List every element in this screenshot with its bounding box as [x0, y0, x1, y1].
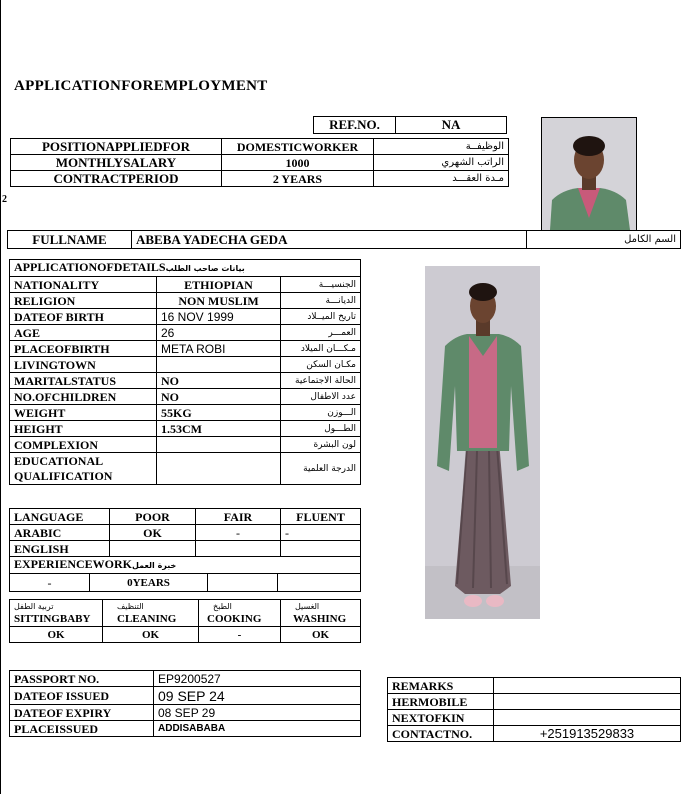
experience-cell: 0YEARS — [90, 574, 208, 592]
detail-value — [157, 437, 281, 453]
detail-row-livingtown — [10, 357, 361, 373]
language-header: FLUENT — [281, 509, 361, 525]
remarks-row — [388, 694, 681, 710]
detail-value: 16 NOV 1999 — [157, 309, 281, 325]
remarks-label: REMARKS — [388, 678, 494, 694]
detail-row-height — [10, 421, 361, 437]
fullname-value: ABEBA YADECHA GEDA — [132, 231, 527, 249]
salary-value: 1000 — [222, 155, 374, 171]
detail-value — [157, 357, 281, 373]
detail-value: 55KG — [157, 405, 281, 421]
education-label-line2: QUALIFICATION — [14, 468, 113, 483]
passport-label: DATEOF ISSUED — [10, 687, 154, 705]
skill-label: WASHING — [293, 613, 347, 625]
experience-header-row — [10, 557, 361, 574]
skill-value: OK — [281, 627, 361, 643]
detail-label-ar: تاريخ الميــلاد — [281, 309, 361, 325]
language-poor — [110, 541, 196, 557]
detail-row-weight — [10, 405, 361, 421]
language-fluent: - — [281, 525, 361, 541]
passport-label: PLACEISSUED — [10, 721, 154, 737]
salary-label-ar: الراتب الشهري — [374, 155, 509, 171]
detail-row-pob — [10, 341, 361, 357]
experience-cell — [208, 574, 278, 592]
skill-label-ar: التنظيف — [117, 602, 144, 611]
ref-table — [313, 116, 507, 134]
detail-label-ar: الديانـــة — [281, 293, 361, 309]
language-row-english — [10, 541, 361, 557]
contract-value: 2 YEARS — [222, 171, 374, 187]
position-value: DOMESTICWORKER — [222, 139, 374, 155]
remarks-row — [388, 726, 681, 742]
skill-label: SITTINGBABY — [14, 613, 91, 625]
fullname-label: FULLNAME — [8, 231, 132, 249]
detail-value: 1.53CM — [157, 421, 281, 437]
passport-value: EP9200527 — [154, 671, 361, 687]
detail-label-ar: الجنسيـــة — [281, 277, 361, 293]
skill-value: - — [199, 627, 281, 643]
skills-value-row — [10, 627, 361, 643]
passport-row — [10, 687, 361, 705]
detail-row-religion — [10, 293, 361, 309]
detail-label: DATEOF BIRTH — [10, 309, 157, 325]
detail-label: MARITALSTATUS — [10, 373, 157, 389]
contact-number: +251913529833 — [494, 726, 681, 742]
skills-header-row — [10, 600, 361, 627]
fullname-table — [7, 230, 681, 249]
language-table — [9, 508, 361, 557]
language-header: LANGUAGE — [10, 509, 110, 525]
detail-row-complexion — [10, 437, 361, 453]
skill-label-ar: الطبخ — [213, 602, 232, 611]
fullname-label-ar: السم الكامل — [527, 231, 681, 249]
language-fair — [196, 541, 281, 557]
skill-label-ar: الغسيل — [295, 602, 320, 611]
details-table — [9, 259, 361, 485]
position-label: POSITIONAPPLIEDFOR — [11, 139, 222, 155]
position-label-ar: الوظيفــة — [374, 139, 509, 155]
detail-value: NON MUSLIM — [157, 293, 281, 309]
passport-row — [10, 721, 361, 737]
detail-row-dob — [10, 309, 361, 325]
experience-row — [10, 574, 361, 592]
detail-value: NO — [157, 373, 281, 389]
detail-row-marital — [10, 373, 361, 389]
remarks-value — [494, 678, 681, 694]
detail-label-ar: الـــوزن — [281, 405, 361, 421]
detail-label: WEIGHT — [10, 405, 157, 421]
remarks-label: CONTACTNO. — [388, 726, 494, 742]
passport-value: 08 SEP 29 — [154, 705, 361, 721]
remarks-label: HERMOBILE — [388, 694, 494, 710]
experience-label-ar: خبرة العمل — [132, 561, 177, 570]
remarks-value — [494, 710, 681, 726]
language-header: FAIR — [196, 509, 281, 525]
education-label-ar: الدرجة العلمية — [281, 453, 361, 485]
language-name: ARABIC — [10, 525, 110, 541]
full-body-photo — [425, 266, 540, 619]
skill-label-ar: تربية الطفل — [14, 602, 54, 611]
detail-label-ar: الطـــول — [281, 421, 361, 437]
remarks-row — [388, 710, 681, 726]
detail-row-age — [10, 325, 361, 341]
passport-row — [10, 671, 361, 687]
experience-cell — [278, 574, 361, 592]
remarks-row — [388, 678, 681, 694]
detail-label-ar: الحالة الاجتماعية — [281, 373, 361, 389]
education-label-line1: EDUCATIONAL — [14, 453, 104, 468]
passport-row — [10, 705, 361, 721]
detail-value: 26 — [157, 325, 281, 341]
position-row — [11, 139, 509, 155]
language-poor: OK — [110, 525, 196, 541]
headshot-photo — [541, 117, 637, 231]
passport-label: PASSPORT NO. — [10, 671, 154, 687]
detail-label: PLACEOFBIRTH — [10, 341, 157, 357]
language-header-row — [10, 509, 361, 525]
salary-label: MONTHLYSALARY — [11, 155, 222, 171]
language-header: POOR — [110, 509, 196, 525]
language-fair: - — [196, 525, 281, 541]
detail-label-ar: العمـــر — [281, 325, 361, 341]
details-header-row — [10, 260, 361, 277]
ref-value: NA — [396, 117, 507, 134]
detail-label: AGE — [10, 325, 157, 341]
salary-row — [11, 155, 509, 171]
skill-label: CLEANING — [117, 613, 177, 625]
language-name: ENGLISH — [10, 541, 110, 557]
detail-row-education — [10, 453, 361, 485]
detail-value: ETHIOPIAN — [157, 277, 281, 293]
passport-label: DATEOF EXPIRY — [10, 705, 154, 721]
detail-row-children — [10, 389, 361, 405]
contract-row — [11, 171, 509, 187]
passport-value: ADDISABABA — [154, 721, 361, 737]
detail-label-ar: عدد الاطفال — [281, 389, 361, 405]
detail-label-ar: مكـان السكن — [281, 357, 361, 373]
remarks-table — [387, 677, 681, 742]
page-title: APPLICATIONFOREMPLOYMENT — [14, 78, 268, 94]
passport-value: 09 SEP 24 — [154, 687, 361, 705]
education-value — [157, 453, 281, 485]
skill-value: OK — [10, 627, 103, 643]
remarks-value — [494, 694, 681, 710]
passport-table — [9, 670, 361, 737]
detail-label: COMPLEXION — [10, 437, 157, 453]
language-fluent — [281, 541, 361, 557]
language-row-arabic — [10, 525, 361, 541]
skill-value: OK — [103, 627, 199, 643]
detail-label: RELIGION — [10, 293, 157, 309]
detail-value: NO — [157, 389, 281, 405]
ref-label: REF.NO. — [314, 117, 396, 134]
detail-label: NO.OFCHILDREN — [10, 389, 157, 405]
experience-label: EXPERIENCEWORK — [14, 557, 133, 571]
contract-label-ar: مـدة العقـــد — [374, 171, 509, 187]
page-border — [0, 0, 1, 794]
remarks-label: NEXTOFKIN — [388, 710, 494, 726]
contract-label: CONTRACTPERIOD — [11, 171, 222, 187]
experience-table — [9, 556, 361, 592]
position-table — [10, 138, 509, 187]
details-header-label-ar: بيانات صاحب الطلب — [165, 264, 245, 273]
page-marker: 2 — [2, 194, 7, 205]
skill-label: COOKING — [207, 613, 262, 625]
detail-label: NATIONALITY — [10, 277, 157, 293]
detail-label-ar: مـكـــان الميلاد — [281, 341, 361, 357]
detail-row-nationality — [10, 277, 361, 293]
details-header-label: APPLICATIONOFDETAILS — [14, 260, 166, 274]
detail-value: META ROBI — [157, 341, 281, 357]
detail-label: LIVINGTOWN — [10, 357, 157, 373]
experience-cell: - — [10, 574, 90, 592]
detail-label-ar: لون البشرة — [281, 437, 361, 453]
detail-label: HEIGHT — [10, 421, 157, 437]
skills-table — [9, 599, 361, 643]
